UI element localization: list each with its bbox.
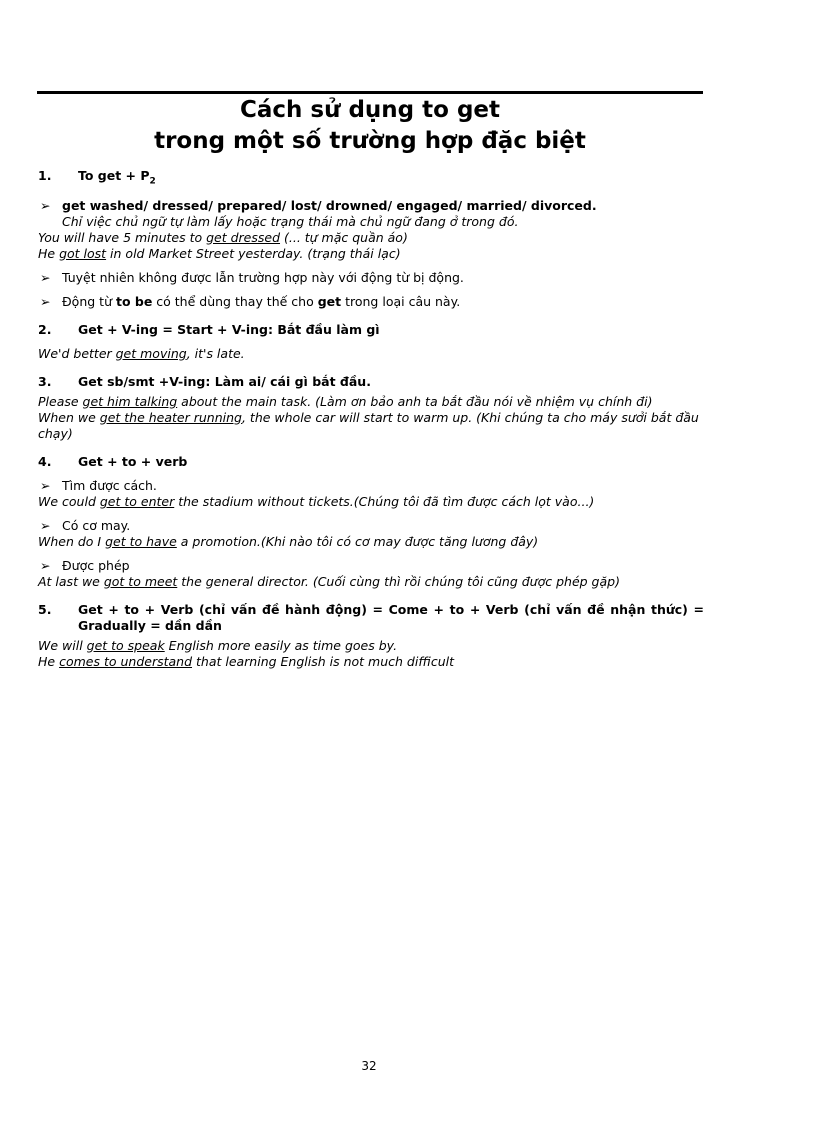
- section-5-heading: [38, 602, 704, 634]
- heading-text: Get + V-ing = Start + V-ing: Bắt đầu làm gì: [78, 321, 380, 337]
- example-line: He got lost in old Market Street yesterday. (trạng thái lạc): [38, 245, 401, 261]
- bullet-item: [38, 478, 704, 494]
- underlined-phrase: get to speak: [86, 637, 165, 653]
- bullet-text: Tuyệt nhiên không được lẫn trường hợp này với động từ bị động.: [62, 269, 464, 285]
- underlined-phrase: get dressed: [206, 229, 281, 245]
- heading-text: Get + to + verb: [78, 453, 188, 469]
- bullet-arrow-icon: ➢: [40, 517, 51, 533]
- example-line: We'd better get moving, it's late.: [38, 345, 245, 361]
- heading-text: Get + to + Verb (chỉ vấn đề hành động) = Come + to + Verb (chỉ vấn đề nhận thức) = Gradually = dần dần: [78, 601, 704, 633]
- bullet-item: [38, 198, 704, 214]
- underlined-phrase: get the heater running: [99, 409, 242, 425]
- bullet-arrow-icon: ➢: [40, 197, 51, 213]
- bullet-text: Tìm được cách.: [62, 477, 157, 493]
- section-3-heading: [38, 374, 704, 390]
- example-line: When do I get to have a promotion.(Khi nào tôi có cơ may được tăng lương đây): [38, 533, 539, 549]
- underlined-phrase: get to have: [105, 533, 177, 549]
- example-line: At last we got to meet the general director. (Cuối cùng thì rồi chúng tôi cũng được phép gặp): [38, 573, 620, 589]
- example-line: We will get to speak English more easily as time goes by.: [38, 637, 398, 653]
- bullet-item: [38, 294, 704, 310]
- subscript: 2: [149, 176, 156, 187]
- bullet-text: get washed/ dressed/ prepared/ lost/ drowned/ engaged/ married/ divorced.: [62, 197, 597, 213]
- top-rule: [37, 91, 703, 94]
- underlined-phrase: get to enter: [99, 493, 175, 509]
- bullet-item: [38, 558, 704, 574]
- bullet-item: [38, 518, 704, 534]
- example-line: He comes to understand that learning English is not much difficult: [38, 653, 454, 669]
- bullet-text: Được phép: [62, 557, 130, 573]
- example-line: You will have 5 minutes to get dressed (... tự mặc quần áo): [38, 229, 408, 245]
- section-number: 1.: [38, 168, 52, 183]
- heading-text: To get + P: [78, 168, 150, 183]
- page-title-line-2: trong một số trường hợp đặc biệt: [154, 128, 586, 154]
- bullet-item: [38, 270, 704, 286]
- underlined-phrase: got to meet: [103, 573, 178, 589]
- bullet-text: Động từ to be có thể dùng thay thế cho get trong loại câu này.: [62, 293, 461, 309]
- bullet-text: Có cơ may.: [62, 517, 131, 533]
- page-number: 32: [361, 1059, 377, 1073]
- section-number: 3.: [38, 373, 52, 389]
- section-2-heading: [38, 322, 704, 338]
- underlined-phrase: get moving: [115, 345, 187, 361]
- section-1-heading: [38, 168, 704, 190]
- example-line: When we get the heater running, the whole car will start to warm up. (Khi chúng ta cho máy sưởi bắt đầu chạy): [38, 409, 699, 441]
- section-4-heading: [38, 454, 704, 470]
- bullet-arrow-icon: ➢: [40, 477, 51, 493]
- bullet-arrow-icon: ➢: [40, 557, 51, 573]
- underlined-phrase: get him talking: [82, 393, 178, 409]
- underlined-phrase: comes to understand: [59, 653, 193, 669]
- bullet-arrow-icon: ➢: [40, 269, 51, 285]
- heading-text: Get sb/smt +V-ing: Làm ai/ cái gì bắt đầu.: [78, 373, 371, 389]
- underlined-phrase: got lost: [59, 245, 107, 261]
- page-title-line-1: Cách sử dụng to get: [239, 97, 501, 123]
- section-number: 4.: [38, 453, 52, 469]
- section-number: 5.: [38, 601, 52, 617]
- example-line: We could get to enter the stadium without tickets.(Chúng tôi đã tìm được cách lọt vào...): [38, 493, 595, 509]
- section-number: 2.: [38, 321, 52, 337]
- content: [38, 168, 704, 670]
- example-line: Please get him talking about the main task. (Làm ơn bảo anh ta bắt đầu nói về nhiệm vụ chính đi): [38, 393, 653, 409]
- note-text: Chỉ việc chủ ngữ tự làm lấy hoặc trạng thái mà chủ ngữ đang ở trong đó.: [62, 213, 519, 229]
- bullet-arrow-icon: ➢: [40, 293, 51, 309]
